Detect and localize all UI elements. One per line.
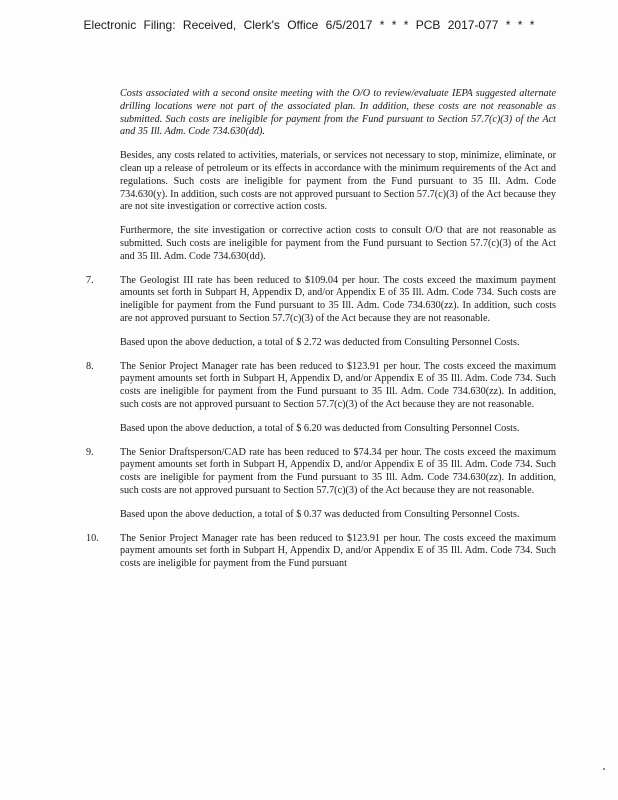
scan-speck bbox=[603, 768, 605, 770]
item-number: 8. bbox=[86, 360, 94, 372]
paragraph-unnecessary-costs: Besides, any costs related to activities, materials, or services not necessary to stop, minimize, eliminate, or clean up a release of petroleum or its effects in accordance with the minimum requirements of the Act and regulations. Such costs are ineligible for payment from the Fund pursuant to 35 Ill. Adm. Code 734.630(y). In addition, such costs are not approved pursuant to Section 57.7(c)(3) of the Act because they are not site investigation or corrective action costs. bbox=[120, 150, 556, 213]
item-number: 7. bbox=[86, 274, 94, 286]
item-number: 9. bbox=[86, 446, 94, 458]
item-text: The Geologist III rate has been reduced to $109.04 per hour. The costs exceed the maximum payment amounts set forth in Subpart H, Appendix D, and/or Appendix E of 35 Ill. Adm. Code 734. Such costs are ineligible for payment from the Fund pursuant to 35 Ill. Adm. Code 734.630(zz). In addition, such costs are not approved pursuant to Section 57.7(c)(3) of the Act because they are not reasonable. bbox=[120, 274, 556, 324]
list-item-10 bbox=[86, 532, 556, 571]
item-text: The Senior Project Manager rate has been reduced to $123.91 per hour. The costs exceed the maximum payment amounts set forth in Subpart H, Appendix D, and/or Appendix E of 35 Ill. Adm. Code 734. Such costs are ineligible for payment from the Fund pursuant to 35 Ill. Adm. Code 734.630(zz). In addition, such costs are not approved pursuant to Section 57.7(c)(3) of the Act because they are not reasonable. bbox=[120, 360, 556, 410]
list-item-7 bbox=[86, 274, 556, 326]
paragraph-consult-costs: Furthermore, the site investigation or corrective action costs to consult O/O that are not reasonable as submitted. Such costs are ineligible for payment from the Fund pursuant to Section 57.7(c)(3) of the Act and 35 Ill. Adm. Code 734.630(dd). bbox=[120, 225, 556, 262]
deduction-note-7: Based upon the above deduction, a total of $ 2.72 was deducted from Consulting Personnel Costs. bbox=[120, 336, 520, 348]
list-item-8 bbox=[86, 360, 556, 412]
item-text: The Senior Draftsperson/CAD rate has been reduced to $74.34 per hour. The costs exceed the maximum payment amounts set forth in Subpart H, Appendix D, and/or Appendix E of 35 Ill. Adm. Code 734. Such costs are ineligible for payment from the Fund pursuant to 35 Ill. Adm. Code 734.630(zz). In addition, such costs are not approved pursuant to Section 57.7(c)(3) of the Act because they are not reasonable. bbox=[120, 446, 556, 496]
item-text: The Senior Project Manager rate has been reduced to $123.91 per hour. The costs exceed the maximum payment amounts set forth in Subpart H, Appendix D, and/or Appendix E of 35 Ill. Adm. Code 734. Such costs are ineligible for payment from the Fund pursuant bbox=[120, 532, 556, 570]
list-item-9 bbox=[86, 446, 556, 498]
deduction-note-8: Based upon the above deduction, a total of $ 6.20 was deducted from Consulting Personnel Costs. bbox=[120, 422, 520, 434]
deduction-note-9: Based upon the above deduction, a total of $ 0.37 was deducted from Consulting Personnel Costs. bbox=[120, 508, 520, 520]
document-body bbox=[86, 88, 556, 582]
item-number: 10. bbox=[86, 532, 99, 544]
filing-stamp-header: Electronic Filing: Received, Clerk's Office 6/5/2017 * * * PCB 2017-077 * * * bbox=[83, 18, 535, 32]
paragraph-second-onsite-meeting: Costs associated with a second onsite meeting with the O/O to review/evaluate IEPA suggested alternate drilling locations were not part of the associated plan. In addition, these costs are not reasonable as submitted. Such costs are ineligible for payment from the Fund pursuant to Section 57.7(c)(3) of the Act and 35 Ill. Adm. Code 734.630(dd). bbox=[120, 88, 556, 138]
